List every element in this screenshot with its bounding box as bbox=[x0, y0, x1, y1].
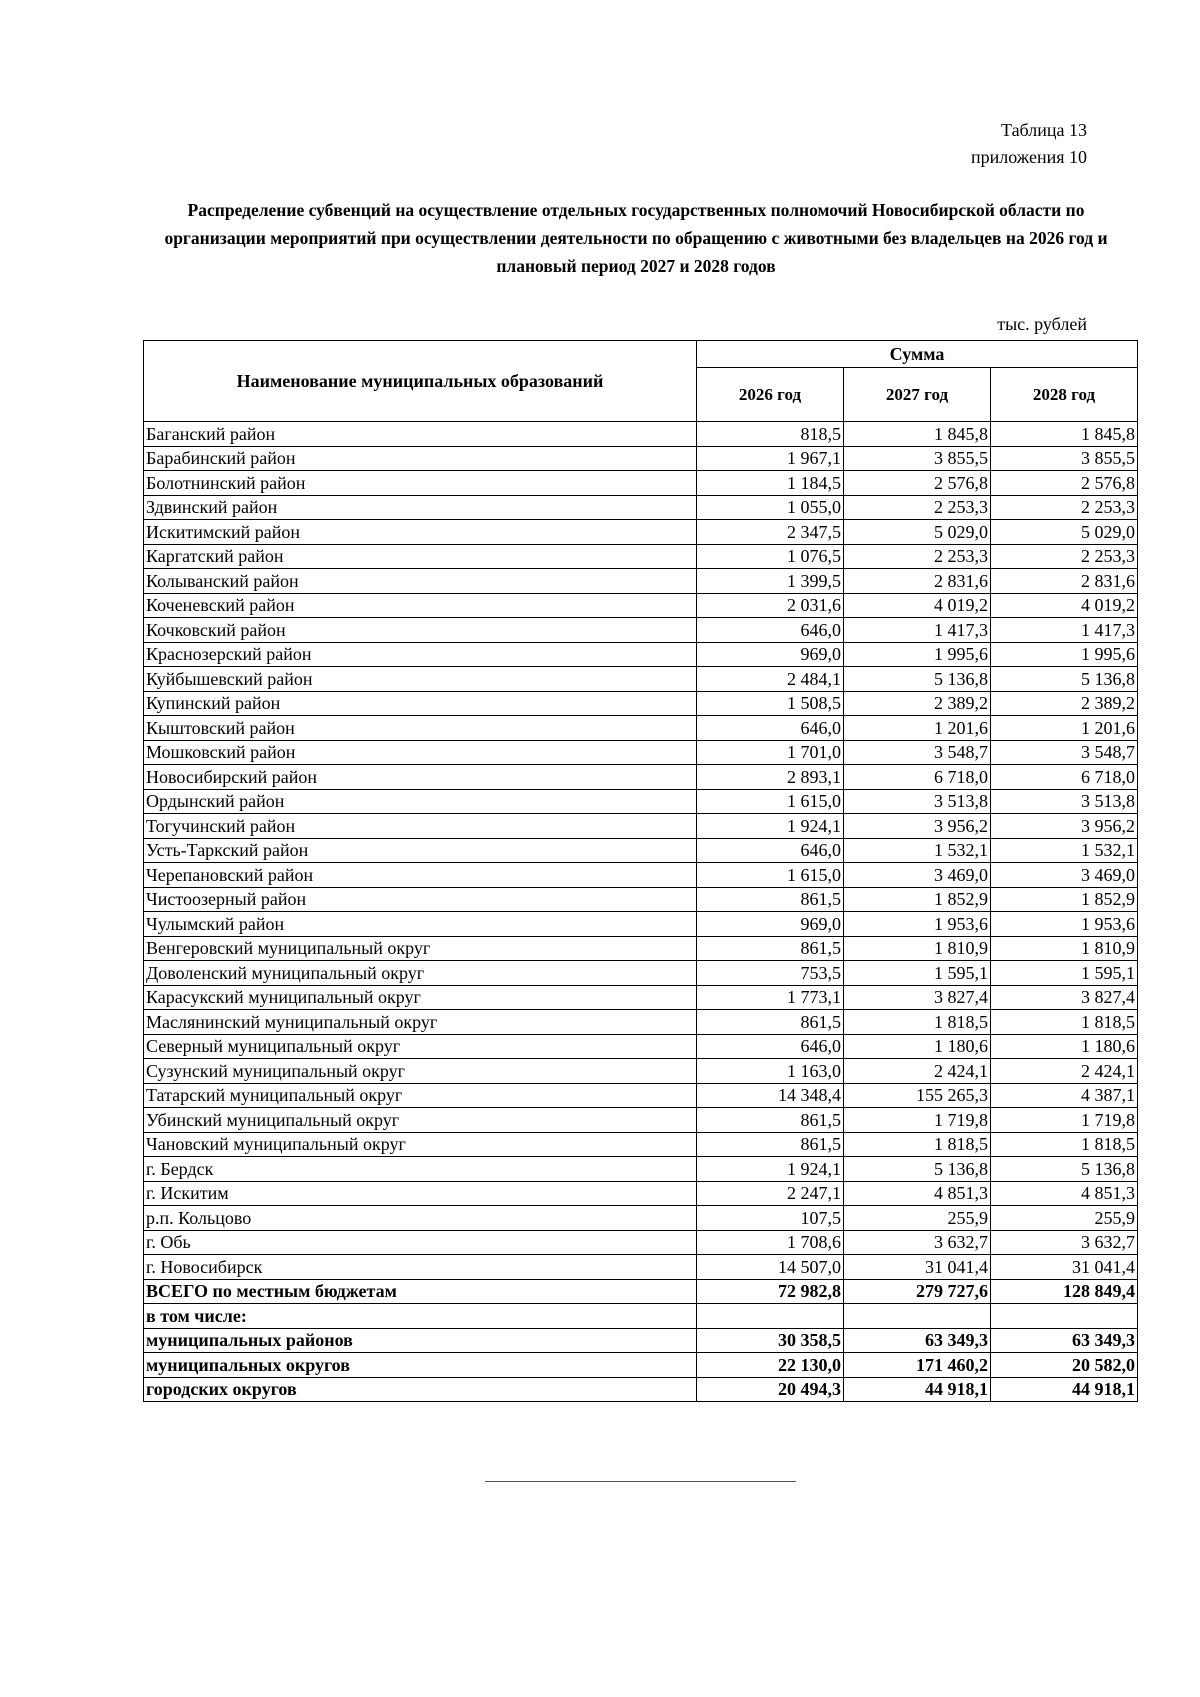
cell-2028: 1 595,1 bbox=[991, 961, 1138, 986]
cell-2028: 3 827,4 bbox=[991, 985, 1138, 1010]
cell-2026: 1 924,1 bbox=[697, 1157, 844, 1182]
subvention-table bbox=[143, 340, 1138, 1402]
table-row bbox=[144, 667, 1138, 692]
cell-2028: 5 136,8 bbox=[991, 667, 1138, 692]
cell-2028 bbox=[991, 1304, 1138, 1329]
cell-2028: 1 180,6 bbox=[991, 1034, 1138, 1059]
table-row bbox=[144, 838, 1138, 863]
table-row bbox=[144, 887, 1138, 912]
cell-2028: 1 845,8 bbox=[991, 422, 1138, 447]
cell-2028: 2 424,1 bbox=[991, 1059, 1138, 1084]
cell-name: г. Новосибирск bbox=[144, 1255, 697, 1280]
cell-2028: 2 576,8 bbox=[991, 471, 1138, 496]
cell-2027: 3 469,0 bbox=[844, 863, 991, 888]
cell-2028: 3 469,0 bbox=[991, 863, 1138, 888]
cell-2028: 63 349,3 bbox=[991, 1328, 1138, 1353]
cell-2027: 1 818,5 bbox=[844, 1132, 991, 1157]
cell-2027: 1 180,6 bbox=[844, 1034, 991, 1059]
cell-2026: 646,0 bbox=[697, 838, 844, 863]
cell-2027: 1 417,3 bbox=[844, 618, 991, 643]
cell-name: Сузунский муниципальный округ bbox=[144, 1059, 697, 1084]
cell-2028: 2 253,3 bbox=[991, 544, 1138, 569]
table-row bbox=[144, 814, 1138, 839]
cell-2028: 3 513,8 bbox=[991, 789, 1138, 814]
cell-2027: 6 718,0 bbox=[844, 765, 991, 790]
cell-2026: 107,5 bbox=[697, 1206, 844, 1231]
cell-2027: 255,9 bbox=[844, 1206, 991, 1231]
cell-2027: 5 136,8 bbox=[844, 667, 991, 692]
cell-2027: 31 041,4 bbox=[844, 1255, 991, 1280]
table-row bbox=[144, 471, 1138, 496]
cell-name: Убинский муниципальный округ bbox=[144, 1108, 697, 1133]
table-row bbox=[144, 618, 1138, 643]
cell-2026: 14 348,4 bbox=[697, 1083, 844, 1108]
appendix-number: приложения 10 bbox=[970, 147, 1087, 167]
cell-2027: 5 029,0 bbox=[844, 520, 991, 545]
cell-name: муниципальных районов bbox=[144, 1328, 697, 1353]
cell-2027: 1 719,8 bbox=[844, 1108, 991, 1133]
cell-2027: 2 253,3 bbox=[844, 544, 991, 569]
cell-2028: 128 849,4 bbox=[991, 1279, 1138, 1304]
cell-2026: 2 484,1 bbox=[697, 667, 844, 692]
cell-2027 bbox=[844, 1304, 991, 1329]
cell-2027: 1 532,1 bbox=[844, 838, 991, 863]
cell-name: г. Обь bbox=[144, 1230, 697, 1255]
table-row bbox=[144, 495, 1138, 520]
cell-name: Карасукский муниципальный округ bbox=[144, 985, 697, 1010]
cell-2027: 171 460,2 bbox=[844, 1353, 991, 1378]
table-row bbox=[144, 1255, 1138, 1280]
table-row bbox=[144, 1132, 1138, 1157]
cell-name: Северный муниципальный округ bbox=[144, 1034, 697, 1059]
column-header-2027: 2027 год bbox=[844, 368, 991, 422]
column-header-2026: 2026 год bbox=[697, 368, 844, 422]
table-row bbox=[144, 1034, 1138, 1059]
cell-2027: 1 201,6 bbox=[844, 716, 991, 741]
cell-2026: 1 184,5 bbox=[697, 471, 844, 496]
cell-2027: 2 576,8 bbox=[844, 471, 991, 496]
cell-2026: 2 893,1 bbox=[697, 765, 844, 790]
cell-2026: 22 130,0 bbox=[697, 1353, 844, 1378]
cell-name: Татарский муниципальный округ bbox=[144, 1083, 697, 1108]
table-row bbox=[144, 1206, 1138, 1231]
table-row bbox=[144, 740, 1138, 765]
table-row bbox=[144, 593, 1138, 618]
cell-name: Здвинский район bbox=[144, 495, 697, 520]
cell-name: ВСЕГО по местным бюджетам bbox=[144, 1279, 697, 1304]
cell-2027: 5 136,8 bbox=[844, 1157, 991, 1182]
cell-name: муниципальных округов bbox=[144, 1353, 697, 1378]
table-row bbox=[144, 1279, 1138, 1304]
table-row bbox=[144, 1157, 1138, 1182]
cell-2026: 646,0 bbox=[697, 1034, 844, 1059]
cell-2028: 2 831,6 bbox=[991, 569, 1138, 594]
cell-2026: 646,0 bbox=[697, 618, 844, 643]
cell-name: Искитимский район bbox=[144, 520, 697, 545]
cell-name: Барабинский район bbox=[144, 446, 697, 471]
cell-2027: 3 632,7 bbox=[844, 1230, 991, 1255]
cell-2028: 2 389,2 bbox=[991, 691, 1138, 716]
table-row bbox=[144, 691, 1138, 716]
cell-2026: 969,0 bbox=[697, 912, 844, 937]
cell-2027: 44 918,1 bbox=[844, 1377, 991, 1402]
cell-2028: 1 417,3 bbox=[991, 618, 1138, 643]
cell-name: Черепановский район bbox=[144, 863, 697, 888]
cell-2026: 1 708,6 bbox=[697, 1230, 844, 1255]
cell-2028: 3 632,7 bbox=[991, 1230, 1138, 1255]
column-header-sum: Сумма bbox=[697, 341, 1138, 368]
cell-name: Новосибирский район bbox=[144, 765, 697, 790]
table-body bbox=[144, 422, 1138, 1402]
cell-2026: 1 399,5 bbox=[697, 569, 844, 594]
cell-2028: 3 855,5 bbox=[991, 446, 1138, 471]
table-row bbox=[144, 1059, 1138, 1084]
cell-name: Ордынский район bbox=[144, 789, 697, 814]
cell-2028: 31 041,4 bbox=[991, 1255, 1138, 1280]
table-row bbox=[144, 1377, 1138, 1402]
document-title: Распределение субвенций на осуществление отдельных государственных полномочий Новосибирской области по организации мероприятий при осуществлении деятельности по обращению с животными без владельцев на 2026 год и плановый период 2027 и 2028 годов bbox=[164, 200, 1108, 276]
cell-2027: 1 852,9 bbox=[844, 887, 991, 912]
cell-2027: 3 548,7 bbox=[844, 740, 991, 765]
cell-2027: 4 019,2 bbox=[844, 593, 991, 618]
cell-name: Доволенский муниципальный округ bbox=[144, 961, 697, 986]
cell-2028: 3 548,7 bbox=[991, 740, 1138, 765]
cell-2027: 63 349,3 bbox=[844, 1328, 991, 1353]
table-row bbox=[144, 985, 1138, 1010]
table-row bbox=[144, 789, 1138, 814]
table-row bbox=[144, 961, 1138, 986]
cell-2026: 818,5 bbox=[697, 422, 844, 447]
cell-2028: 1 818,5 bbox=[991, 1132, 1138, 1157]
table-row bbox=[144, 1328, 1138, 1353]
table-row bbox=[144, 1010, 1138, 1035]
cell-2026: 861,5 bbox=[697, 1108, 844, 1133]
cell-2027: 3 827,4 bbox=[844, 985, 991, 1010]
cell-name: Чистоозерный район bbox=[144, 887, 697, 912]
cell-name: Тогучинский район bbox=[144, 814, 697, 839]
cell-name: Кочковский район bbox=[144, 618, 697, 643]
cell-2026: 861,5 bbox=[697, 1010, 844, 1035]
cell-2028: 3 956,2 bbox=[991, 814, 1138, 839]
cell-2027: 1 595,1 bbox=[844, 961, 991, 986]
cell-2028: 1 852,9 bbox=[991, 887, 1138, 912]
cell-2027: 4 851,3 bbox=[844, 1181, 991, 1206]
cell-2027: 2 253,3 bbox=[844, 495, 991, 520]
cell-name: Краснозерский район bbox=[144, 642, 697, 667]
cell-2026: 1 615,0 bbox=[697, 863, 844, 888]
cell-2026: 861,5 bbox=[697, 936, 844, 961]
table-row bbox=[144, 1083, 1138, 1108]
cell-2026: 30 358,5 bbox=[697, 1328, 844, 1353]
cell-2027: 1 953,6 bbox=[844, 912, 991, 937]
cell-2028: 1 532,1 bbox=[991, 838, 1138, 863]
cell-2028: 1 201,6 bbox=[991, 716, 1138, 741]
cell-name: Куйбышевский район bbox=[144, 667, 697, 692]
table-row bbox=[144, 912, 1138, 937]
units-label: тыс. рублей bbox=[997, 314, 1087, 334]
cell-2028: 255,9 bbox=[991, 1206, 1138, 1231]
cell-2026: 2 031,6 bbox=[697, 593, 844, 618]
cell-name: Каргатский район bbox=[144, 544, 697, 569]
cell-2026: 72 982,8 bbox=[697, 1279, 844, 1304]
table-row bbox=[144, 642, 1138, 667]
cell-2027: 1 845,8 bbox=[844, 422, 991, 447]
column-header-name: Наименование муниципальных образований bbox=[144, 341, 697, 422]
cell-2027: 1 810,9 bbox=[844, 936, 991, 961]
cell-2026: 646,0 bbox=[697, 716, 844, 741]
cell-2028: 2 253,3 bbox=[991, 495, 1138, 520]
cell-2027: 2 424,1 bbox=[844, 1059, 991, 1084]
cell-name: Купинский район bbox=[144, 691, 697, 716]
cell-2028: 1 995,6 bbox=[991, 642, 1138, 667]
cell-name: Болотнинский район bbox=[144, 471, 697, 496]
cell-2026: 861,5 bbox=[697, 887, 844, 912]
cell-2028: 1 953,6 bbox=[991, 912, 1138, 937]
column-header-2028: 2028 год bbox=[991, 368, 1138, 422]
cell-2026: 1 967,1 bbox=[697, 446, 844, 471]
cell-2026: 1 055,0 bbox=[697, 495, 844, 520]
cell-name: Колыванский район bbox=[144, 569, 697, 594]
cell-name: Кыштовский район bbox=[144, 716, 697, 741]
end-divider bbox=[485, 1481, 796, 1482]
cell-2026: 1 773,1 bbox=[697, 985, 844, 1010]
cell-2026: 1 924,1 bbox=[697, 814, 844, 839]
cell-2026 bbox=[697, 1304, 844, 1329]
cell-2028: 44 918,1 bbox=[991, 1377, 1138, 1402]
cell-2026: 969,0 bbox=[697, 642, 844, 667]
table-row bbox=[144, 569, 1138, 594]
table-number: Таблица 13 bbox=[1001, 120, 1087, 140]
cell-2027: 3 513,8 bbox=[844, 789, 991, 814]
table-row bbox=[144, 1304, 1138, 1329]
cell-name: городских округов bbox=[144, 1377, 697, 1402]
table-row bbox=[144, 422, 1138, 447]
cell-2026: 1 615,0 bbox=[697, 789, 844, 814]
cell-2026: 1 508,5 bbox=[697, 691, 844, 716]
cell-2028: 5 029,0 bbox=[991, 520, 1138, 545]
cell-2028: 5 136,8 bbox=[991, 1157, 1138, 1182]
cell-2026: 1 076,5 bbox=[697, 544, 844, 569]
cell-2027: 2 831,6 bbox=[844, 569, 991, 594]
cell-name: г. Бердск bbox=[144, 1157, 697, 1182]
cell-name: Чановский муниципальный округ bbox=[144, 1132, 697, 1157]
cell-2026: 1 163,0 bbox=[697, 1059, 844, 1084]
table-row bbox=[144, 1108, 1138, 1133]
cell-2026: 861,5 bbox=[697, 1132, 844, 1157]
cell-2028: 4 019,2 bbox=[991, 593, 1138, 618]
cell-2028: 1 818,5 bbox=[991, 1010, 1138, 1035]
cell-2026: 2 347,5 bbox=[697, 520, 844, 545]
cell-2027: 3 855,5 bbox=[844, 446, 991, 471]
table-row bbox=[144, 544, 1138, 569]
cell-2028: 4 851,3 bbox=[991, 1181, 1138, 1206]
cell-2026: 14 507,0 bbox=[697, 1255, 844, 1280]
cell-2026: 1 701,0 bbox=[697, 740, 844, 765]
table-row bbox=[144, 863, 1138, 888]
cell-2027: 279 727,6 bbox=[844, 1279, 991, 1304]
appendix-reference bbox=[971, 117, 1087, 171]
cell-2027: 2 389,2 bbox=[844, 691, 991, 716]
cell-2027: 155 265,3 bbox=[844, 1083, 991, 1108]
cell-2027: 1 818,5 bbox=[844, 1010, 991, 1035]
cell-2027: 1 995,6 bbox=[844, 642, 991, 667]
cell-2026: 753,5 bbox=[697, 961, 844, 986]
table-row bbox=[144, 446, 1138, 471]
cell-2026: 2 247,1 bbox=[697, 1181, 844, 1206]
cell-name: Мошковский район bbox=[144, 740, 697, 765]
table-row bbox=[144, 1353, 1138, 1378]
cell-2026: 20 494,3 bbox=[697, 1377, 844, 1402]
table-row bbox=[144, 1230, 1138, 1255]
cell-name: г. Искитим bbox=[144, 1181, 697, 1206]
table-row bbox=[144, 1181, 1138, 1206]
cell-name: Коченевский район bbox=[144, 593, 697, 618]
cell-2028: 4 387,1 bbox=[991, 1083, 1138, 1108]
cell-name: Баганский район bbox=[144, 422, 697, 447]
table-row bbox=[144, 716, 1138, 741]
cell-name: Венгеровский муниципальный округ bbox=[144, 936, 697, 961]
cell-name: в том числе: bbox=[144, 1304, 697, 1329]
table-row bbox=[144, 765, 1138, 790]
cell-2028: 6 718,0 bbox=[991, 765, 1138, 790]
cell-name: Маслянинский муниципальный округ bbox=[144, 1010, 697, 1035]
cell-2028: 1 719,8 bbox=[991, 1108, 1138, 1133]
cell-name: р.п. Кольцово bbox=[144, 1206, 697, 1231]
cell-name: Чулымский район bbox=[144, 912, 697, 937]
cell-2028: 20 582,0 bbox=[991, 1353, 1138, 1378]
cell-name: Усть-Таркский район bbox=[144, 838, 697, 863]
table-row bbox=[144, 936, 1138, 961]
cell-2027: 3 956,2 bbox=[844, 814, 991, 839]
table-row bbox=[144, 520, 1138, 545]
cell-2028: 1 810,9 bbox=[991, 936, 1138, 961]
